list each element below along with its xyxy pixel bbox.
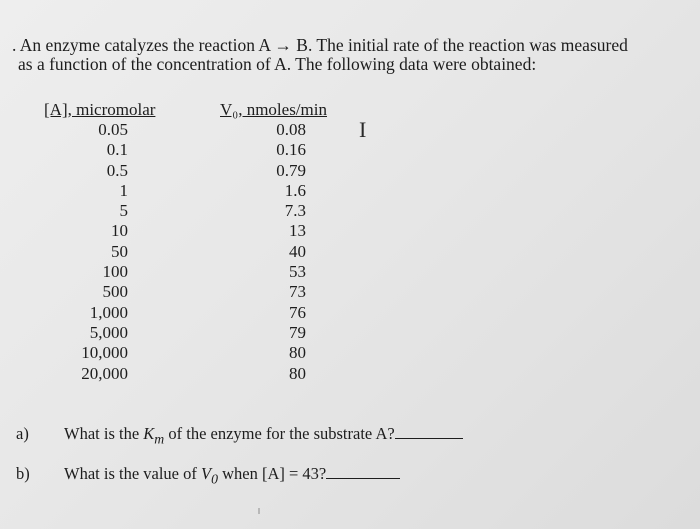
question-bullet: .: [12, 35, 17, 55]
question-line-1: [12, 36, 682, 55]
paper-mark: [258, 508, 260, 514]
concentration-value: 1: [119, 180, 128, 200]
velocity-header: V₀, nmoles/min: [220, 100, 327, 119]
part-a-letter: a): [16, 424, 29, 443]
part-a-text-after: of the enzyme for the substrate A?: [164, 424, 395, 443]
concentration-value: 10: [111, 221, 128, 241]
velocity-value: 80: [289, 343, 306, 363]
concentration-values: [81, 120, 128, 384]
concentration-value: 0.5: [106, 160, 128, 180]
velocity-value: 80: [289, 363, 306, 383]
concentration-header: [A], micromolar: [44, 100, 156, 119]
question-line-2: as a function of the concentration of A. The following data were obtained:: [18, 54, 537, 74]
velocity-value: 0.08: [276, 120, 306, 139]
velocity-value: 7.3: [284, 201, 306, 221]
concentration-value: 20,000: [81, 363, 128, 383]
concentration-value: 1,000: [89, 302, 128, 322]
concentration-value: 50: [111, 241, 128, 261]
velocity-value: 73: [289, 282, 306, 302]
velocity-value: 1.6: [284, 180, 306, 200]
concentration-value: 10,000: [81, 343, 128, 363]
part-b-letter: b): [16, 464, 30, 483]
velocity-value: 13: [289, 221, 306, 241]
part-a: [16, 424, 463, 447]
concentration-value: 100: [102, 262, 128, 282]
velocity-value: 79: [289, 322, 306, 342]
part-a-text-before: What is the: [64, 424, 144, 443]
question-line-1-text: An enzyme catalyzes the reaction A → B. The initial rate of the reaction was measured: [19, 35, 628, 55]
v0-v: V: [201, 464, 212, 483]
part-b-answer-blank[interactable]: [326, 465, 400, 479]
velocity-value: 40: [289, 241, 306, 261]
part-b: [16, 464, 400, 487]
concentration-value: 0.1: [106, 140, 128, 160]
concentration-value: 0.05: [98, 120, 128, 139]
part-a-answer-blank[interactable]: [395, 425, 463, 439]
concentration-column: [44, 100, 168, 383]
v0-symbol: [201, 464, 218, 487]
velocity-value: 53: [289, 262, 306, 282]
text-cursor-icon: I: [359, 117, 367, 142]
km-symbol: [143, 424, 165, 447]
velocity-value: 76: [289, 302, 306, 322]
concentration-value: 5: [119, 201, 128, 221]
part-b-text-before: What is the value of: [64, 464, 201, 483]
velocity-value: 0.16: [276, 140, 306, 160]
velocity-column: [220, 100, 338, 383]
v0-subscript: 0: [211, 471, 218, 487]
concentration-value: 500: [102, 282, 128, 302]
km-subscript: m: [154, 431, 165, 447]
part-b-text-after: when [A] = 43?: [217, 464, 327, 483]
question-text: [12, 36, 682, 74]
concentration-value: 5,000: [89, 322, 128, 342]
velocity-values: [276, 120, 306, 384]
km-k: K: [143, 424, 155, 443]
velocity-value: 0.79: [276, 160, 306, 180]
